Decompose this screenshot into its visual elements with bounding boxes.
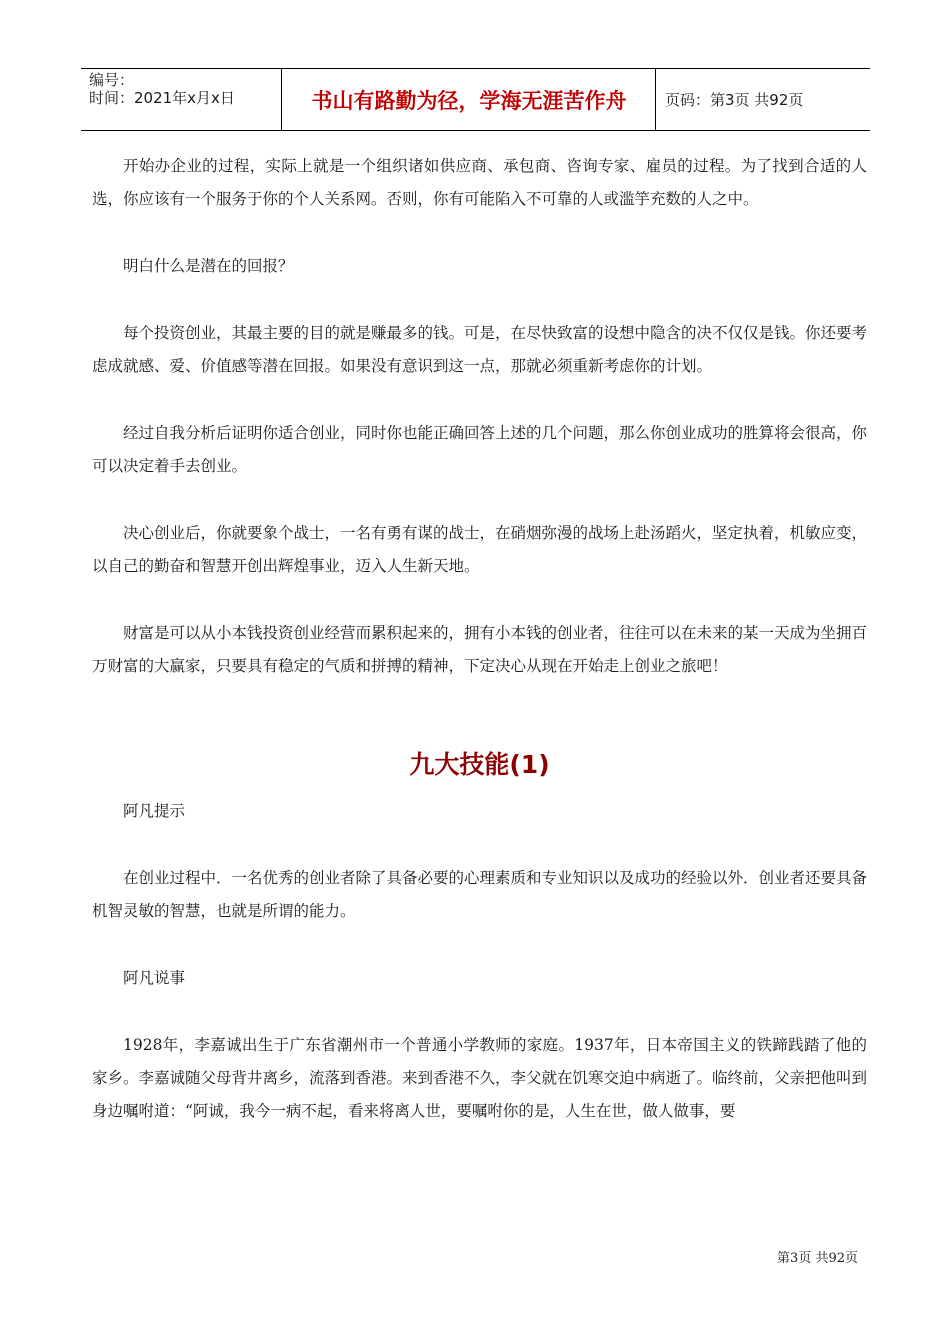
section-title: 九大技能(1)	[409, 750, 550, 779]
page-header	[81, 68, 870, 131]
header-divider	[655, 69, 656, 130]
paragraph: 1928年，李嘉诚出生于广东省潮州市一个普通小学教师的家庭。1937年，日本帝国主义的铁蹄践踏了他的家乡。李嘉诚随父母背井离乡，流落到香港。来到香港不久，李父就在饥寒交迫中病逝了。临终前，父亲把他叫到身边嘱咐道：“阿诚，我今一病不起，看来将离人世，要嘱咐你的是，人生在世，做人做事，要	[92, 1036, 868, 1120]
paragraph: 经过自我分析后证明你适合创业，同时你也能正确回答上述的几个问题，那么你创业成功的胜算将会很高，你可以决定着手去创业。	[92, 424, 868, 475]
header-meta	[89, 71, 281, 107]
paragraph: 开始办企业的过程，实际上就是一个组织诸如供应商、承包商、咨询专家、雇员的过程。为了找到合适的人选，你应该有一个服务于你的个人关系网。否则，你有可能陷入不可靠的人或滥竽充数的人之中。	[92, 157, 867, 208]
header-divider	[281, 69, 282, 130]
paragraph: 财富是可以从小本钱投资创业经营而累积起来的，拥有小本钱的创业者，往往可以在未来的某一天成为坐拥百万财富的大赢家，只要具有稳定的气质和拼搏的精神，下定决心从现在开始走上创业之旅吧！	[92, 624, 868, 675]
paragraph: 阿凡说事	[123, 969, 186, 987]
paragraph: 阿凡提示	[123, 802, 186, 820]
header-page-label: 页码：第3页 共92页	[665, 91, 804, 109]
header-motto: 书山有路勤为径，学海无涯苦作舟	[311, 88, 627, 113]
code-label: 编号：	[89, 71, 135, 89]
paragraph: 每个投资创业，其最主要的目的就是赚最多的钱。可是，在尽快致富的设想中隐含的决不仅仅是钱。你还要考虑成就感、爱、价值感等潜在回报。如果没有意识到这一点，那就必须重新考虑你的计划。	[92, 324, 868, 375]
paragraph: 在创业过程中．一名优秀的创业者除了具备必要的心理素质和专业知识以及成功的经验以外．创业者还要具备机智灵敏的智慧，也就是所谓的能力。	[92, 869, 868, 920]
paragraph: 决心创业后，你就要象个战士，一名有勇有谋的战士，在硝烟弥漫的战场上赴汤蹈火，坚定执着，机敏应变，以自己的勤奋和智慧开创出辉煌事业，迈入人生新天地。	[92, 524, 868, 575]
document-body	[92, 150, 867, 1162]
time-label: 时间：2021年x月x日	[89, 89, 235, 107]
page-footer: 第3页 共92页	[777, 1251, 858, 1266]
paragraph: 明白什么是潜在的回报？	[123, 257, 294, 275]
